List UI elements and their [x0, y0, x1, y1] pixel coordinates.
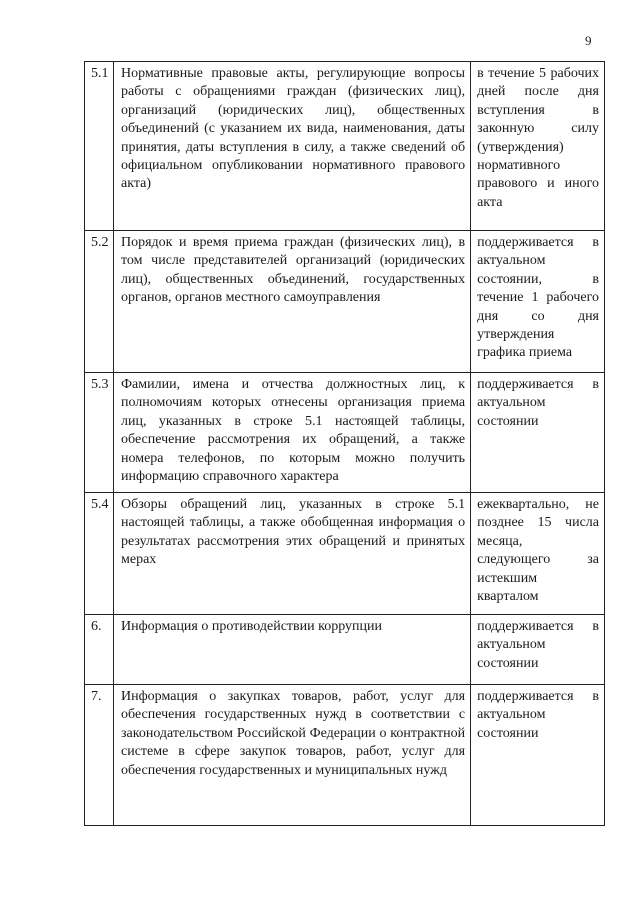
row-number: 5.2	[85, 231, 114, 373]
row-number: 7.	[85, 685, 114, 826]
row-description: Обзоры обращений лиц, указанных в строке 5.1 настоящей таблицы, а также обобщенная информация о результатах рассмотрения этих обращений и принятых мерах	[114, 493, 471, 615]
row-description: Информация о противодействии коррупции	[114, 615, 471, 685]
table-row-5-3	[85, 373, 605, 493]
row-term: в течение 5 рабочих дней после дня вступления в законную силу (утверждения) нормативного правового и иного акта	[471, 62, 605, 231]
table-row-5-4	[85, 493, 605, 615]
row-term: поддерживается в актуальном состоянии, в течение 1 рабочего дня со дня утверждения графика приема	[471, 231, 605, 373]
row-number: 5.4	[85, 493, 114, 615]
row-term: поддерживается в актуальном состоянии	[471, 685, 605, 826]
table-row-5-1	[85, 62, 605, 231]
row-number: 6.	[85, 615, 114, 685]
table-row-6	[85, 615, 605, 685]
row-description: Порядок и время приема граждан (физических лиц), в том числе представителей организаций (юридических лиц), общественных объединений, государственных органов, органов местного самоуправления	[114, 231, 471, 373]
row-number: 5.3	[85, 373, 114, 493]
row-number: 5.1	[85, 62, 114, 231]
information-table	[84, 61, 605, 826]
row-description: Фамилии, имена и отчества должностных лиц, к полномочиям которых отнесены организация приема лиц, указанных в строке 5.1 настоящей таблицы, обеспечение рассмотрения их обращений, а также номера телефонов, по которым можно получить информацию справочного характера	[114, 373, 471, 493]
row-term: поддерживается в актуальном состоянии	[471, 373, 605, 493]
row-term: поддерживается в актуальном состоянии	[471, 615, 605, 685]
table-row-5-2	[85, 231, 605, 373]
row-term: ежеквартально, не позднее 15 числа месяца, следующего за истекшим кварталом	[471, 493, 605, 615]
row-description: Нормативные правовые акты, регулирующие вопросы работы с обращениями граждан (физических лиц), организаций (юридических лиц), общественных объединений (с указанием их вида, наименования, даты принятия, даты вступления в силу, а также сведений об официальном опубликовании нормативного правового акта)	[114, 62, 471, 231]
row-description: Информация о закупках товаров, работ, услуг для обеспечения государственных нужд в соответствии с законодательством Российской Федерации о контрактной системе в сфере закупок товаров, работ, услуг для обеспечения государственных и муниципальных нужд	[114, 685, 471, 826]
table-row-7	[85, 685, 605, 826]
page-number: 9	[585, 33, 592, 48]
